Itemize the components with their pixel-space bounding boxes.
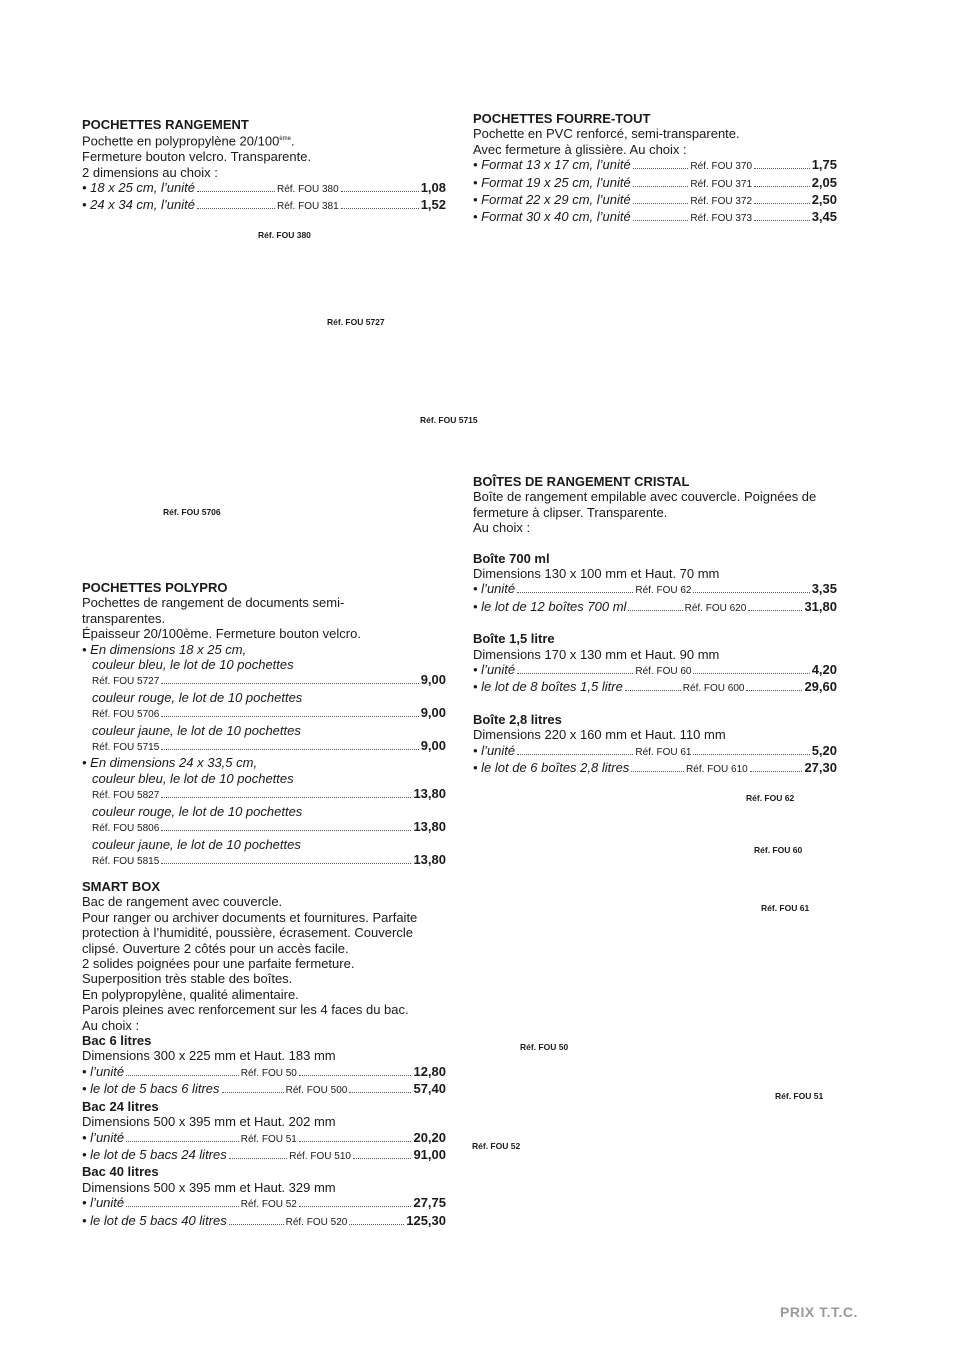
price-row	[82, 1081, 446, 1098]
price-row	[92, 786, 446, 803]
image-ref-caption: Réf. FOU 5715	[420, 415, 478, 425]
item-ref: Réf. FOU 373	[690, 213, 753, 225]
item-label: • l’unité	[82, 1063, 125, 1079]
image-ref-caption: Réf. FOU 380	[258, 230, 311, 240]
price-row	[473, 209, 837, 226]
leader-dots	[161, 716, 418, 717]
bac-dimensions: Dimensions 300 x 225 mm et Haut. 183 mm	[82, 1048, 336, 1064]
leader-dots	[126, 1206, 239, 1207]
item-label: • l’unité	[473, 662, 516, 678]
section-boites-cristal	[473, 474, 837, 778]
price-row	[473, 679, 837, 696]
section-title: SMART BOX	[82, 879, 160, 894]
price-row	[473, 192, 837, 209]
item-ref: Réf. FOU 5827	[92, 790, 160, 802]
item-ref: Réf. FOU 5727	[92, 676, 160, 688]
price-row	[92, 852, 446, 869]
leader-dots	[161, 749, 418, 750]
description-line: protection à l’humidité, poussière, écrasement. Couvercle	[82, 925, 413, 941]
price-row	[473, 599, 837, 616]
leader-dots	[631, 771, 684, 772]
price-row	[473, 760, 837, 777]
price-row	[82, 197, 446, 214]
bac-name: Bac 6 litres	[82, 1033, 152, 1049]
item-label: couleur bleu, le lot de 10 pochettes	[92, 657, 294, 673]
leader-dots	[197, 208, 275, 209]
item-price: 29,60	[804, 679, 837, 695]
price-row	[82, 1064, 446, 1081]
description-line: fermeture à clipser. Transparente.	[473, 504, 668, 520]
image-ref-caption: Réf. FOU 61	[761, 903, 810, 913]
box-name: Boîte 2,8 litres	[473, 711, 562, 727]
item-ref: Réf. FOU 610	[686, 764, 748, 776]
item-ref: Réf. FOU 5806	[92, 823, 160, 835]
description-line: Bac de rangement avec couvercle.	[82, 894, 283, 910]
description-text: Pochette en polypropylène 20/100	[82, 133, 280, 149]
item-price: 2,05	[811, 174, 837, 190]
item-ref: Réf. FOU 5715	[92, 742, 160, 754]
price-row	[82, 180, 446, 197]
description-line: Au choix :	[82, 1017, 140, 1033]
leader-dots	[693, 673, 809, 674]
item-ref: Réf. FOU 620	[684, 602, 747, 614]
item-label: couleur jaune, le lot de 10 pochettes	[92, 836, 301, 852]
item-label: couleur rouge, le lot de 10 pochettes	[92, 689, 303, 705]
item-label: couleur jaune, le lot de 10 pochettes	[92, 722, 301, 738]
leader-dots	[126, 1141, 239, 1142]
leader-dots	[299, 1206, 412, 1207]
item-label: • le lot de 5 bacs 40 litres	[82, 1212, 227, 1228]
dimension-heading: • En dimensions 24 x 33,5 cm,	[82, 755, 258, 771]
description-line: clipsé. Ouverture 2 côtés pour un accès facile.	[82, 940, 349, 956]
item-label: • l’unité	[82, 1129, 125, 1145]
dimension-heading: • En dimensions 18 x 25 cm,	[82, 641, 247, 657]
leader-dots	[754, 186, 810, 187]
item-price: 13,80	[413, 786, 446, 802]
item-label: • Format 13 x 17 cm, l’unité	[473, 157, 631, 173]
description-line: En polypropylène, qualité alimentaire.	[82, 986, 299, 1002]
item-ref: Réf. FOU 62	[635, 585, 692, 597]
bac-dimensions: Dimensions 500 x 395 mm et Haut. 329 mm	[82, 1179, 336, 1195]
price-row	[92, 705, 446, 722]
price-row	[473, 662, 837, 679]
price-row	[82, 1130, 446, 1147]
price-row	[82, 1147, 446, 1164]
price-row	[92, 672, 446, 689]
item-price: 9,00	[420, 738, 446, 754]
image-ref-caption: Réf. FOU 51	[775, 1091, 824, 1101]
leader-dots	[633, 186, 689, 187]
item-label: • l’unité	[473, 742, 516, 758]
item-label: • 18 x 25 cm, l’unité	[82, 179, 195, 195]
description-line: Avec fermeture à glissière. Au choix :	[473, 141, 687, 157]
item-price: 1,52	[420, 197, 447, 213]
leader-dots	[517, 673, 633, 674]
item-ref: Réf. FOU 372	[690, 196, 753, 208]
leader-dots	[299, 1141, 412, 1142]
price-row	[473, 581, 837, 598]
leader-dots	[748, 610, 802, 611]
description-line: Pochette en PVC renforcé, semi-transparente.	[473, 126, 740, 142]
box-dimensions: Dimensions 170 x 130 mm et Haut. 90 mm	[473, 646, 720, 662]
item-price: 91,00	[413, 1146, 446, 1162]
item-label: • Format 22 x 29 cm, l’unité	[473, 192, 631, 208]
section-title: POCHETTES FOURRE-TOUT	[473, 111, 651, 126]
leader-dots	[299, 1075, 412, 1076]
item-price: 9,00	[420, 705, 446, 721]
footer-prix-ttc: PRIX T.T.C.	[780, 1304, 858, 1320]
box-name: Boîte 700 ml	[473, 550, 550, 566]
product-group	[82, 657, 446, 755]
item-label: • le lot de 12 boîtes 700 ml	[473, 598, 627, 614]
item-label: • le lot de 5 bacs 24 litres	[82, 1146, 227, 1162]
description-line: Pochettes de rangement de documents semi-	[82, 595, 345, 611]
section-pochettes-rangement	[82, 117, 446, 215]
description-line: Pour ranger ou archiver documents et fournitures. Parfaite	[82, 909, 418, 925]
item-ref: Réf. FOU 50	[240, 1067, 297, 1079]
item-label: couleur bleu, le lot de 10 pochettes	[92, 770, 294, 786]
item-price: 31,80	[804, 598, 837, 614]
item-price: 5,20	[811, 742, 837, 758]
leader-dots	[197, 191, 275, 192]
superscript: ème	[279, 136, 291, 143]
price-row	[82, 1195, 446, 1212]
price-row	[82, 1213, 446, 1230]
description-line: Fermeture bouton velcro. Transparente.	[82, 149, 312, 165]
item-label: • le lot de 5 bacs 6 litres	[82, 1081, 220, 1097]
item-ref: Réf. FOU 51	[240, 1133, 297, 1145]
leader-dots	[161, 863, 411, 864]
leader-dots	[628, 610, 682, 611]
item-price: 20,20	[413, 1129, 447, 1145]
item-ref: Réf. FOU 61	[635, 746, 692, 758]
price-row	[92, 738, 446, 755]
bac-dimensions: Dimensions 500 x 395 mm et Haut. 202 mm	[82, 1114, 336, 1130]
leader-dots	[693, 754, 809, 755]
item-price: 27,30	[804, 760, 837, 776]
description-line: Épaisseur 20/100ème. Fermeture bouton velcro.	[82, 626, 361, 642]
description-line	[82, 132, 446, 149]
image-ref-caption: Réf. FOU 5706	[163, 507, 221, 517]
description-line: Boîte de rangement empilable avec couvercle. Poignées de	[473, 489, 817, 505]
item-label: • le lot de 6 boîtes 2,8 litres	[473, 760, 630, 776]
item-ref: Réf. FOU 520	[285, 1216, 348, 1228]
leader-dots	[754, 203, 810, 204]
section-title: POCHETTES RANGEMENT	[82, 117, 249, 132]
description-end: .	[291, 133, 295, 149]
description-line: Au choix :	[473, 520, 531, 536]
item-label: • l’unité	[473, 581, 516, 597]
bac-name: Bac 24 litres	[82, 1098, 159, 1114]
item-ref: Réf. FOU 5815	[92, 855, 160, 867]
leader-dots	[229, 1224, 284, 1225]
leader-dots	[341, 191, 419, 192]
section-pochettes-polypro	[82, 580, 446, 869]
item-ref: Réf. FOU 381	[276, 201, 339, 213]
image-ref-caption: Réf. FOU 52	[472, 1141, 521, 1151]
description-line: Superposition très stable des boîtes.	[82, 971, 293, 987]
section-title: BOÎTES DE RANGEMENT CRISTAL	[473, 474, 690, 489]
leader-dots	[161, 797, 411, 798]
item-ref: Réf. FOU 380	[276, 183, 339, 195]
bac-name: Bac 40 litres	[82, 1164, 159, 1180]
item-price: 3,45	[811, 209, 837, 225]
description-line: 2 solides poignées pour une parfaite fermeture.	[82, 956, 355, 972]
price-row	[473, 175, 837, 192]
leader-dots	[222, 1092, 284, 1093]
item-ref: Réf. FOU 60	[635, 666, 692, 678]
image-ref-caption: Réf. FOU 60	[754, 845, 803, 855]
leader-dots	[517, 592, 633, 593]
image-ref-caption: Réf. FOU 50	[520, 1042, 569, 1052]
item-label: • le lot de 8 boîtes 1,5 litre	[473, 679, 623, 695]
image-ref-caption: Réf. FOU 5727	[327, 317, 385, 327]
item-ref: Réf. FOU 370	[690, 161, 753, 173]
section-smart-box	[82, 879, 446, 1230]
leader-dots	[625, 690, 681, 691]
product-group	[82, 771, 446, 869]
item-price: 2,50	[811, 192, 837, 208]
item-price: 1,08	[420, 179, 447, 195]
description-line: Parois pleines avec renforcement sur les 4 faces du bac.	[82, 1002, 409, 1018]
price-row	[92, 819, 446, 836]
leader-dots	[693, 592, 809, 593]
box-dimensions: Dimensions 220 x 160 mm et Haut. 110 mm	[473, 727, 726, 743]
item-label: • Format 19 x 25 cm, l’unité	[473, 174, 631, 190]
leader-dots	[349, 1092, 411, 1093]
item-price: 57,40	[413, 1081, 447, 1097]
leader-dots	[341, 208, 419, 209]
leader-dots	[126, 1075, 239, 1076]
item-ref: Réf. FOU 52	[240, 1199, 297, 1211]
item-ref: Réf. FOU 500	[285, 1085, 348, 1097]
item-ref: Réf. FOU 5706	[92, 709, 160, 721]
section-pochettes-fourre-tout	[473, 111, 837, 227]
description-line: transparentes.	[82, 610, 166, 626]
item-price: 13,80	[413, 819, 446, 835]
box-dimensions: Dimensions 130 x 100 mm et Haut. 70 mm	[473, 566, 720, 582]
leader-dots	[633, 203, 689, 204]
item-price: 4,20	[811, 662, 837, 678]
item-price: 27,75	[413, 1195, 447, 1211]
item-label: couleur rouge, le lot de 10 pochettes	[92, 803, 303, 819]
leader-dots	[353, 1158, 412, 1159]
leader-dots	[754, 220, 810, 221]
item-label: • Format 30 x 40 cm, l’unité	[473, 209, 631, 225]
leader-dots	[754, 168, 810, 169]
price-row	[473, 743, 837, 760]
section-title: POCHETTES POLYPRO	[82, 580, 228, 595]
item-label: • 24 x 34 cm, l’unité	[82, 197, 195, 213]
leader-dots	[161, 830, 411, 831]
item-price: 125,30	[406, 1212, 446, 1228]
item-price: 12,80	[413, 1063, 447, 1079]
item-price: 13,80	[413, 851, 446, 867]
image-ref-caption: Réf. FOU 62	[746, 793, 795, 803]
box-name: Boîte 1,5 litre	[473, 631, 555, 647]
item-ref: Réf. FOU 371	[690, 178, 753, 190]
description-line: 2 dimensions au choix :	[82, 164, 218, 180]
leader-dots	[746, 690, 802, 691]
item-price: 9,00	[420, 672, 446, 688]
item-price: 3,35	[811, 581, 837, 597]
item-label: • l’unité	[82, 1195, 125, 1211]
item-price: 1,75	[811, 157, 837, 173]
leader-dots	[633, 168, 689, 169]
leader-dots	[229, 1158, 288, 1159]
leader-dots	[633, 220, 689, 221]
item-ref: Réf. FOU 600	[682, 683, 745, 695]
price-row	[473, 157, 837, 174]
leader-dots	[517, 754, 633, 755]
leader-dots	[349, 1224, 404, 1225]
leader-dots	[161, 683, 418, 684]
leader-dots	[750, 771, 803, 772]
item-ref: Réf. FOU 510	[289, 1150, 351, 1162]
